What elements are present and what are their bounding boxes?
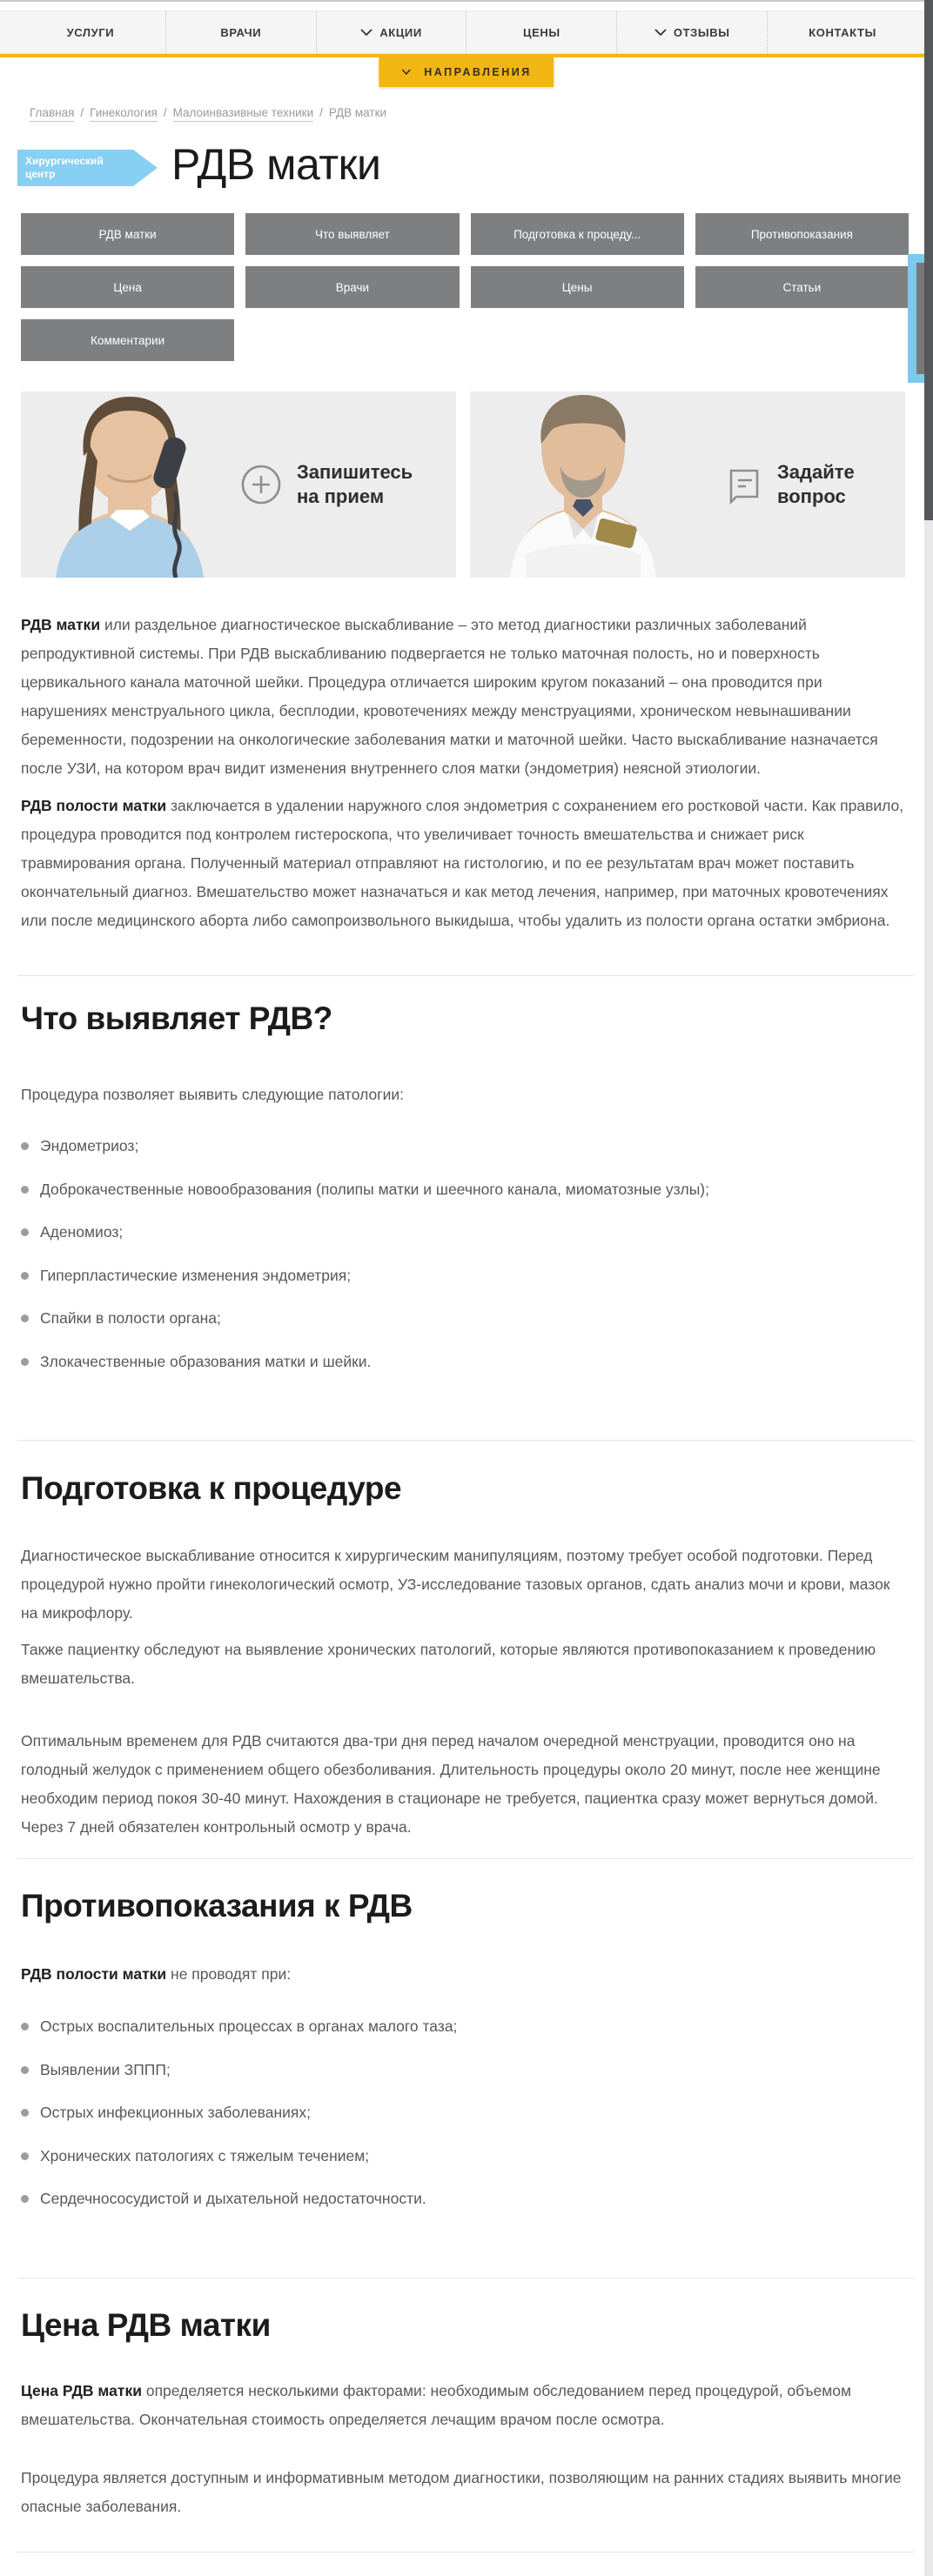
badge-label: Хирургический центр (25, 155, 104, 180)
paragraph-text: заключается в удалении наружного слоя эндометрия с сохранением его ростковой части. Как правило, процедура проводится под контролем гистероскопа, что увеличивает точность вмешательства и снижает риск травмирования органа. Полученный материал отправляют на гистологию, и по ее результатам врач может поставить окончательный диагноз. Вмешательство может назначаться и как метод лечения, например, при маточных кровотечениях или после медицинского аборта либо самопроизвольного выкидыша, чтобы удалить из полости органа остатки эмбриона. (21, 797, 904, 929)
bullet-icon (21, 2023, 29, 2031)
anchor-button-contraindications[interactable]: Противопоказания (695, 213, 909, 255)
question-bubble-icon (721, 464, 762, 505)
nav-label: ВРАЧИ (220, 25, 262, 39)
nav-item-contacts[interactable] (767, 11, 917, 53)
breadcrumb (30, 106, 386, 119)
chevron-down-icon (401, 69, 413, 76)
nav-label: ЦЕНЫ (523, 25, 560, 39)
main-nav (0, 10, 933, 54)
paragraph-text: не проводят при: (166, 1965, 292, 1983)
anchor-button-price[interactable]: Цена (21, 266, 234, 308)
list-item: Злокачественные образования матки и шейки. (21, 1352, 909, 1371)
directions-dropdown-button[interactable] (379, 57, 554, 87)
preparation-paragraph-3: Оптимальным временем для РДВ считаются два-три дня перед началом очередной менструации, проводится оно на голодный желудок с применением общего обезболивания. Длительность процедуры около 20 минут, после нее женщине необходим период покоя 30-40 минут. Нахождения в стационаре не требуется, пациентка сразу может вернуться домой. Через 7 дней обязателен контрольный осмотр у врача. (21, 1732, 881, 1836)
section-heading-preparation: Подготовка к процедуре (21, 1470, 402, 1506)
bullet-icon (21, 1358, 29, 1366)
plus-circle-icon (240, 464, 282, 505)
list-item: Хронических патологиях с тяжелым течением; (21, 2146, 909, 2165)
section-divider (17, 975, 914, 976)
scrollbar-thumb[interactable] (924, 0, 933, 520)
section-heading-contraindications: Противопоказания к РДВ (21, 1888, 413, 1924)
nav-item-promos[interactable] (316, 11, 466, 53)
bullet-icon (21, 2109, 29, 2117)
detects-intro: Процедура позволяет выявить следующие патологии: (21, 1086, 405, 1103)
list-item: Эндометриоз; (21, 1136, 909, 1155)
badge-arrow-shape (133, 150, 158, 186)
bullet-icon (21, 1315, 29, 1322)
bullet-icon (21, 1142, 29, 1150)
intro-paragraph-1 (21, 611, 909, 783)
question-cta (721, 460, 855, 509)
list-item: Аденомиоз; (21, 1222, 909, 1241)
nurse-photo (21, 391, 238, 578)
breadcrumb-separator: / (80, 106, 84, 119)
list-item: Острых воспалительных процессах в органах малого таза; (21, 2017, 909, 2036)
section-divider (17, 1858, 914, 1859)
side-callback-widget[interactable] (908, 254, 924, 383)
anchor-button-detects[interactable]: Что выявляет (245, 213, 459, 255)
anchor-button-doctors[interactable]: Врачи (245, 266, 459, 308)
chevron-down-icon (360, 29, 373, 36)
question-label: Задайте вопрос (777, 461, 855, 507)
preparation-paragraph-1: Диагностическое выскабливание относится к хирургическим манипуляциям, поэтому требует особой подготовки. Перед процедурой нужно пройти гинекологический осмотр, УЗ-исследование тазовых органов, сдать анализ мочи и крови, мазок на микрофлору. (21, 1547, 890, 1622)
bullet-icon (21, 2195, 29, 2203)
appointment-card[interactable] (21, 391, 456, 578)
ask-question-card[interactable] (470, 391, 905, 578)
scrollbar-track (924, 0, 933, 2576)
anchor-button-preparation[interactable]: Подготовка к процеду... (471, 213, 684, 255)
nav-item-doctors[interactable] (165, 11, 316, 53)
paragraph-text: или раздельное диагностическое выскабливание – это метод диагностики различных заболеваний репродуктивной системы. При РДВ выскабливанию подвергается не только маточная полость, но и поверхность цервикального канала маточной шейки. Процедура отличается широким кругом показаний – она проводится при нарушениях менструального цикла, бесплодии, кровотечениях между менструациями, хроническом невынашивании беременности, подозрении на онкологические заболевания матки и маточной шейки. Часто выскабливание назначается после УЗИ, на котором врач видит изменения внутреннего слоя матки (эндометрия) неясной этиологии. (21, 616, 878, 777)
bullet-icon (21, 2066, 29, 2074)
window-top-edge (0, 0, 933, 2)
list-item: Сердечнососудистой и дыхательной недостаточности. (21, 2189, 909, 2208)
list-item: Выявлении ЗППП; (21, 2060, 909, 2079)
bullet-icon (21, 1228, 29, 1236)
nav-item-services[interactable] (16, 11, 165, 53)
paragraph-lead: РДВ полости матки (21, 1965, 167, 1983)
section-divider (17, 1440, 914, 1441)
nav-label: ОТЗЫВЫ (673, 25, 730, 39)
breadcrumb-separator: / (319, 106, 323, 119)
contraindications-list (21, 2017, 909, 2232)
appointment-cta (240, 460, 413, 509)
list-item: Спайки в полости органа; (21, 1308, 909, 1328)
nav-label: АКЦИИ (379, 25, 422, 39)
nav-item-prices[interactable] (466, 11, 616, 53)
breadcrumb-link-gynecology[interactable]: Гинекология (90, 106, 158, 122)
list-item: Гиперпластические изменения эндометрия; (21, 1266, 909, 1285)
price-paragraph (21, 2377, 909, 2434)
bullet-icon (21, 1272, 29, 1280)
section-heading-detects: Что выявляет РДВ? (21, 1000, 332, 1036)
intro-paragraph-2 (21, 792, 909, 935)
anchor-button-grid (21, 213, 909, 361)
paragraph-lead: РДВ матки (21, 616, 101, 633)
anchor-button-articles[interactable]: Статьи (695, 266, 909, 308)
list-item: Доброкачественные новообразования (полипы матки и шеечного канала, миоматозные узлы); (21, 1180, 909, 1199)
nav-label: КОНТАКТЫ (809, 25, 876, 39)
breadcrumb-link-home[interactable]: Главная (30, 106, 74, 122)
contraindications-intro (21, 1960, 909, 1989)
closing-paragraph: Процедура является доступным и информативным методом диагностики, позволяющим на ранних стадиях выявить многие опасные заболевания. (21, 2469, 902, 2515)
anchor-button-prices[interactable]: Цены (471, 266, 684, 308)
anchor-button-comments[interactable]: Комментарии (21, 319, 234, 361)
chevron-down-icon (654, 29, 667, 36)
list-item: Острых инфекционных заболеваниях; (21, 2103, 909, 2122)
surgical-center-badge (17, 150, 133, 186)
section-heading-price: Цена РДВ матки (21, 2307, 271, 2343)
bullet-icon (21, 2152, 29, 2160)
paragraph-text: определяется несколькими факторами: необходимым обследованием перед процедурой, объемом вмешательства. Окончательная стоимость определяется лечащим врачом после осмотра. (21, 2382, 852, 2428)
detects-list (21, 1136, 909, 1395)
breadcrumb-current: РДВ матки (328, 106, 387, 119)
breadcrumb-separator: / (163, 106, 167, 119)
preparation-paragraph-2: Также пациентку обследуют на выявление хронических патологий, которые являются противопоказанием к проведению вмешательства. (21, 1641, 876, 1687)
paragraph-lead: Цена РДВ матки (21, 2382, 142, 2399)
page-title: РДВ матки (171, 140, 381, 189)
appointment-label: Запишитесь на прием (297, 461, 413, 507)
nav-item-reviews[interactable] (616, 11, 767, 53)
doctor-photo (470, 391, 696, 578)
bullet-icon (21, 1186, 29, 1194)
directions-label: НАПРАВЛЕНИЯ (424, 66, 532, 78)
section-divider (17, 2552, 914, 2553)
paragraph-lead: РДВ полости матки (21, 797, 167, 814)
anchor-button-rdv[interactable]: РДВ матки (21, 213, 234, 255)
nav-label: УСЛУГИ (66, 25, 115, 39)
breadcrumb-link-miniinvasive[interactable]: Малоинвазивные техники (173, 106, 314, 122)
